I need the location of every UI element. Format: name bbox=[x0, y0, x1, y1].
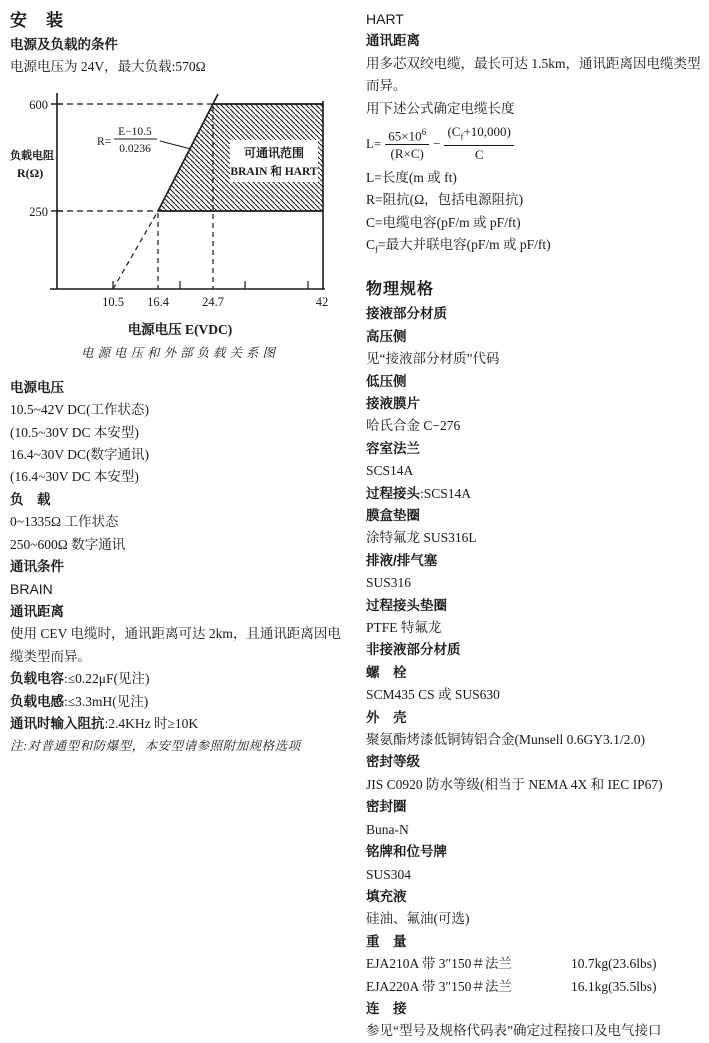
oring-text: Buna-N bbox=[366, 821, 409, 837]
formula-fraction-1 bbox=[385, 125, 429, 161]
comm-distance-heading-hart: 通讯距离 bbox=[366, 33, 420, 49]
process-connector-line bbox=[366, 483, 706, 505]
supply-voltage-line: (16.4~30V DC 本安型) bbox=[10, 469, 139, 485]
footnote: 注:对普通型和防爆型，本安型请参照附加规格选项 bbox=[10, 739, 301, 754]
weight-model: EJA220A 带 3″150＃法兰 bbox=[366, 978, 512, 994]
dashed-boundary-extension bbox=[113, 211, 158, 289]
xtick-24-7-label: 24.7 bbox=[202, 294, 224, 309]
load-line: 0~1335Ω 工作状态 bbox=[10, 514, 119, 530]
process-connector-label: 过程接头 bbox=[366, 485, 420, 501]
region-label-line2: BRAIN 和 HART bbox=[230, 165, 318, 178]
oring-heading: 密封圈 bbox=[366, 799, 407, 815]
process-connector-value: :SCS14A bbox=[420, 485, 472, 501]
weight-value: 10.7kg(23.6lbs) bbox=[571, 956, 657, 972]
connections-text: 参见“型号及规格代码表”确定过程接口及电气接口 bbox=[366, 1023, 662, 1039]
high-pressure-side-heading: 高压侧 bbox=[366, 328, 407, 344]
degrees-of-protection-text: JIS C0920 防水等级(相当于 NEMA 4X 和 IEC IP67) bbox=[366, 776, 663, 792]
load-heading: 负 载 bbox=[10, 491, 51, 507]
left-column bbox=[10, 8, 350, 758]
power-load-conditions-text: 电源电压为 24V，最大负载:570Ω bbox=[10, 59, 206, 75]
formula-leader-line bbox=[160, 141, 191, 149]
xtick-42-label: 42 bbox=[315, 294, 329, 309]
def-cf-post: =最大并联电容(pF/m 或 pF/ft) bbox=[378, 237, 551, 253]
input-impedance-value: :2.4KHz 时≥10K bbox=[104, 715, 199, 731]
hart-distance-text: 用多芯双绞电缆，最长可达 1.5km，通讯距离因电缆类型而异。 bbox=[366, 55, 701, 94]
formula-def-C: C=电缆电容(pF/m 或 pF/ft) bbox=[366, 214, 521, 230]
drain-vent-plug-heading: 排液/排气塞 bbox=[366, 552, 438, 568]
housing-text: 聚氨酯烤漆低铜铸铝合金(Munsell 0.6GY3.1/2.0) bbox=[366, 732, 645, 748]
formula-def-Cf bbox=[366, 234, 706, 261]
connections-heading: 连 接 bbox=[366, 1000, 407, 1016]
comm-conditions-heading: 通讯条件 bbox=[10, 559, 64, 575]
diaphragm-text: 哈氏合金 C−276 bbox=[366, 418, 461, 434]
nameplate-text: SUS304 bbox=[366, 866, 412, 882]
load-inductance-line bbox=[10, 691, 350, 713]
cable-length-formula bbox=[366, 125, 706, 161]
input-impedance-line bbox=[10, 713, 350, 735]
load-inductance-value: :≤3.3mH(见注) bbox=[64, 693, 149, 709]
fraction-2-numerator bbox=[444, 124, 513, 147]
nameplate-heading: 铭牌和位号牌 bbox=[366, 844, 447, 860]
housing-heading: 外 壳 bbox=[366, 709, 407, 725]
right-column bbox=[366, 8, 706, 1043]
formula-minus: − bbox=[433, 135, 441, 151]
boundary-formula-denominator: 0.0236 bbox=[119, 142, 151, 155]
physical-specs-heading: 物理规格 bbox=[366, 281, 435, 299]
low-pressure-side-heading: 低压侧 bbox=[366, 373, 407, 389]
xtick-10-5-label: 10.5 bbox=[102, 294, 124, 309]
section-title-installation: 安 装 bbox=[10, 11, 64, 30]
process-connector-gasket-heading: 过程接头垫圈 bbox=[366, 597, 447, 613]
brain-distance-text: 使用 CEV 电缆时，通讯距离可达 2km，且通讯距离因电缆类型而异。 bbox=[10, 626, 341, 664]
y-axis-label-line1: 负载电阻 bbox=[10, 149, 54, 162]
wetted-parts-heading: 接液部分材质 bbox=[366, 306, 447, 322]
bolts-text: SCM435 CS 或 SUS630 bbox=[366, 687, 500, 703]
def-cf-sub: f bbox=[375, 244, 379, 255]
x-axis-label: 电源电压 E(VDC) bbox=[127, 321, 233, 337]
chart-canvas bbox=[10, 89, 348, 311]
xtick-16-4-label: 16.4 bbox=[147, 294, 169, 309]
drain-vent-plug-text: SUS316 bbox=[366, 575, 412, 591]
def-cf-pre: C bbox=[366, 237, 376, 253]
capsule-gasket-text: 涂特氟龙 SUS316L bbox=[366, 530, 477, 546]
supply-voltage-line: 16.4~30V DC(数字通讯) bbox=[10, 447, 150, 463]
supply-voltage-load-chart bbox=[10, 89, 350, 363]
formula-fraction-2 bbox=[444, 124, 513, 163]
load-capacitance-line bbox=[10, 668, 350, 690]
load-inductance-label: 负载电感 bbox=[10, 693, 64, 709]
input-impedance-label: 通讯时输入阻抗 bbox=[10, 715, 105, 731]
weight-heading: 重 量 bbox=[366, 933, 407, 949]
capsule-gasket-heading: 膜盒垫圈 bbox=[366, 508, 420, 523]
degrees-of-protection-heading: 密封等级 bbox=[366, 754, 420, 770]
fraction-1-denominator: (R×C) bbox=[390, 146, 424, 162]
load-line: 250~600Ω 数字通讯 bbox=[10, 536, 126, 552]
chart-caption: 电源电压和外部负载关系图 bbox=[80, 345, 279, 360]
fraction-1-numerator-exponent: 6 bbox=[421, 126, 427, 137]
fraction-2-numerator-sub: f bbox=[460, 131, 464, 142]
y-axis-label-line2: R(Ω) bbox=[17, 165, 44, 180]
formula-lhs: L= bbox=[366, 135, 382, 151]
fraction-2-numerator-pre: (C bbox=[447, 123, 461, 139]
supply-voltage-line: 10.5~42V DC(工作状态) bbox=[10, 402, 150, 418]
load-capacitance-label: 负载电容 bbox=[10, 671, 64, 687]
boundary-formula-numerator: E−10.5 bbox=[118, 125, 152, 138]
fraction-1-numerator-base: 65×10 bbox=[388, 128, 422, 144]
weight-row-eja220a bbox=[366, 976, 706, 998]
process-connector-gasket-text: PTFE 特氟龙 bbox=[366, 620, 442, 636]
fill-fluid-text: 硅油、氟油(可选) bbox=[366, 911, 470, 927]
load-capacitance-value: :≤0.22μF(见注) bbox=[64, 671, 150, 687]
brain-label: BRAIN bbox=[10, 581, 53, 598]
formula-def-R: R=阻抗(Ω，包括电源阻抗) bbox=[366, 192, 524, 208]
weight-value: 16.1kg(35.5lbs) bbox=[571, 978, 657, 994]
ytick-250-label: 250 bbox=[29, 204, 48, 219]
weight-row-eja210a bbox=[366, 953, 706, 975]
bolts-heading: 螺 栓 bbox=[366, 664, 407, 680]
comm-distance-heading-brain: 通讯距离 bbox=[10, 603, 64, 619]
formula-def-L: L=长度(m 或 ft) bbox=[366, 170, 457, 186]
supply-voltage-heading: 电源电压 bbox=[10, 379, 64, 395]
high-pressure-side-text: 见“接液部分材质”代码 bbox=[366, 351, 500, 367]
power-load-conditions-heading: 电源及负载的条件 bbox=[10, 37, 118, 52]
hart-label: HART bbox=[366, 11, 404, 27]
fill-fluid-heading: 填充液 bbox=[366, 888, 407, 904]
ytick-600-label: 600 bbox=[29, 97, 48, 112]
region-label-line1: 可通讯范围 bbox=[243, 145, 305, 160]
fraction-2-numerator-post: +10,000) bbox=[463, 123, 511, 139]
nonwetted-parts-heading: 非接液部分材质 bbox=[366, 642, 461, 658]
supply-voltage-line: (10.5~30V DC 本安型) bbox=[10, 424, 139, 440]
fraction-2-denominator: C bbox=[474, 147, 484, 163]
cover-flange-text: SCS14A bbox=[366, 463, 414, 479]
diaphragm-heading: 接液膜片 bbox=[366, 395, 420, 411]
formula-intro: 用下述公式确定电缆长度 bbox=[366, 100, 515, 116]
fraction-1-numerator bbox=[385, 125, 429, 145]
boundary-formula-lhs: R= bbox=[97, 135, 112, 148]
weight-model: EJA210A 带 3″150＃法兰 bbox=[366, 956, 512, 972]
cover-flange-heading: 容室法兰 bbox=[366, 440, 420, 456]
